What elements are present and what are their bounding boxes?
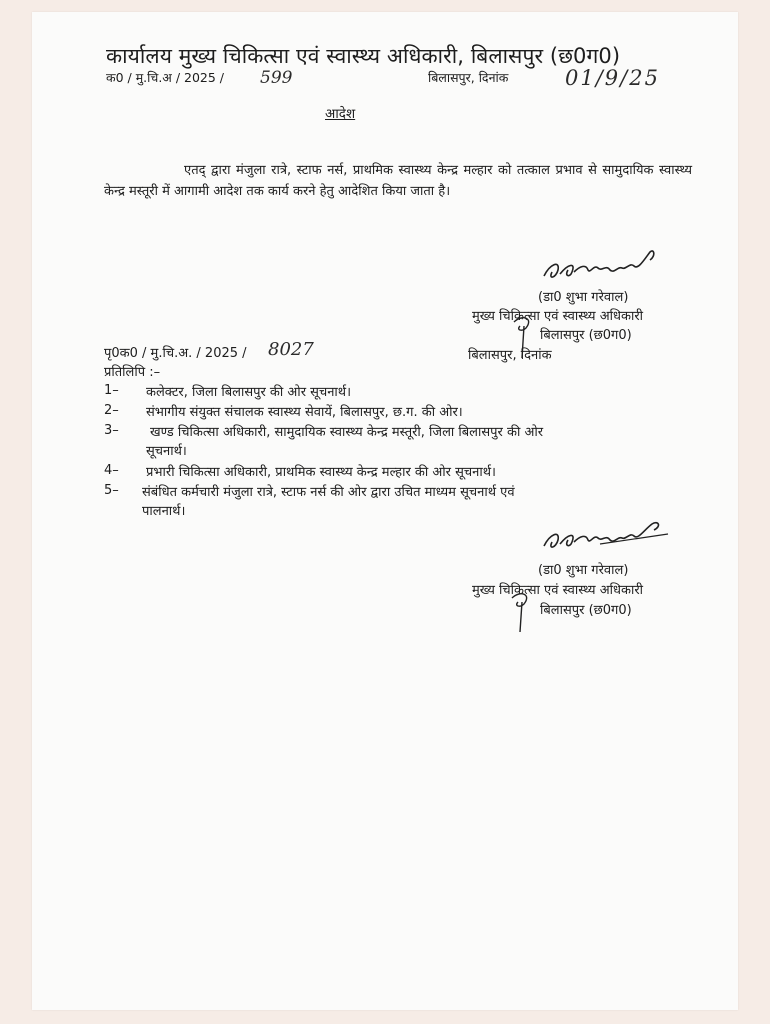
order-heading: आदेश <box>325 106 356 122</box>
place-date-label: बिलासपुर, दिनांक <box>428 70 509 85</box>
handwritten-ref-number: 599 <box>260 68 293 88</box>
copy-item-text: संभागीय संयुक्त संचालक स्वास्थ्य सेवायें, बिलासपुर, छ.ग. की ओर। <box>146 405 463 420</box>
signatory-2-designation: मुख्य चिकित्सा एवं स्वास्थ्य अधिकारी <box>472 583 644 598</box>
signature-2 <box>540 514 670 554</box>
copy-item-number: 1– <box>104 383 119 398</box>
signatory-1-name: (डा0 शुभा गरेवाल) <box>538 290 629 305</box>
copy-heading: प्रतिलिपि :– <box>104 365 161 380</box>
copy-item-text: संबंधित कर्मचारी मंजुला रात्रे, स्टाफ नर्स की ओर द्वारा उचित माध्यम सूचनार्थ एवं <box>142 485 515 500</box>
office-title: कार्यालय मुख्य चिकित्सा एवं स्वास्थ्य अधिकारी, बिलासपुर (छ0ग0) <box>106 44 621 68</box>
copy-item-text: प्रभारी चिकित्सा अधिकारी, प्राथमिक स्वास्थ्य केन्द्र मल्हार की ओर सूचनार्थ। <box>146 465 496 480</box>
copy-place-date-label: बिलासपुर, दिनांक <box>468 348 552 363</box>
copy-item-number: 2– <box>104 403 119 418</box>
copy-item-number: 5– <box>104 483 119 498</box>
copy-item-text: कलेक्टर, जिला बिलासपुर की ओर सूचनार्थ। <box>146 385 352 400</box>
initials-mark-2 <box>506 588 536 636</box>
copy-item-text-continued: सूचनार्थ। <box>146 444 187 459</box>
copy-item-text-continued: पालनार्थ। <box>142 504 186 519</box>
signatory-1-place: बिलासपुर (छ0ग0) <box>540 328 632 343</box>
order-body: एतद् द्वारा मंजुला रात्रे, स्टाफ नर्स, प्राथमिक स्वास्थ्य केन्द्र मल्हार को तत्काल प्रभाव से सामुदायिक स्वास्थ्य केन्द्र मस्तूरी में आगामी आदेश तक कार्य करने हेतु आदेशित किया जाता है। <box>104 163 692 199</box>
copy-item-number: 4– <box>104 463 119 478</box>
signatory-2-name: (डा0 शुभा गरेवाल) <box>538 563 629 578</box>
signature-1 <box>540 246 660 286</box>
reference-number: क0 / मु.चि.अ / 2025 / <box>106 70 225 85</box>
handwritten-date: 01/9/25 <box>565 66 660 90</box>
copy-reference-number: पृ0क0 / मु.चि.अ. / 2025 / <box>104 346 247 361</box>
copy-item-number: 3– <box>104 423 119 438</box>
signatory-2-place: बिलासपुर (छ0ग0) <box>540 603 632 618</box>
signatory-1-designation: मुख्य चिकित्सा एवं स्वास्थ्य अधिकारी <box>472 309 644 324</box>
copy-item-text: खण्ड चिकित्सा अधिकारी, सामुदायिक स्वास्थ्य केन्द्र मस्तूरी, जिला बिलासपुर की ओर <box>150 425 544 440</box>
handwritten-copy-number: 8027 <box>268 339 314 360</box>
